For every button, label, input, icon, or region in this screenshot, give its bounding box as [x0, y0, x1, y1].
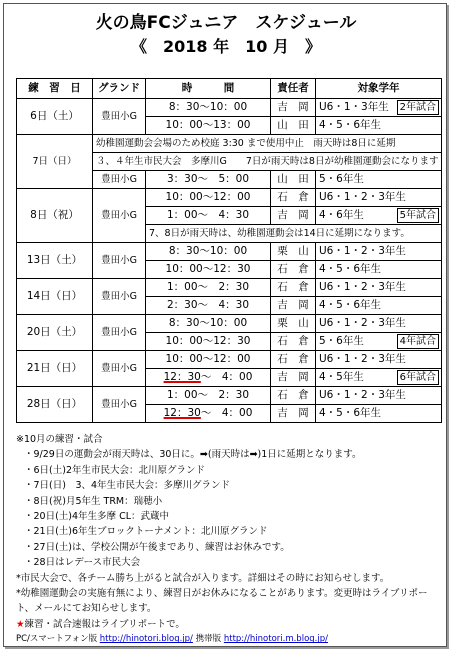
- target-cell: [316, 243, 442, 261]
- note-item: ・9/29日の運動会が雨天時は、30日に。➡(雨天時は➡)1日に延期となります。: [24, 449, 362, 461]
- target-cell: [316, 351, 442, 369]
- time-cell: [146, 405, 271, 423]
- match-tag: 6年試合: [397, 370, 439, 385]
- time-cell: 3：30〜 5：00: [146, 171, 271, 189]
- note-item: ・28日はレデース市民大会: [24, 557, 141, 569]
- target-text: 4・5・6年生: [319, 263, 382, 275]
- header-date: 練 習 日: [17, 79, 93, 99]
- time-cell: 8：30〜10：00: [146, 99, 271, 117]
- target-cell: [316, 333, 442, 351]
- date-cell: 6日（土）: [17, 99, 93, 135]
- mobile-link[interactable]: http://hinotori.m.blog.jp/: [223, 634, 328, 645]
- ground-cell: 豊田小G: [93, 387, 146, 423]
- page-title: 火の鳥FCジュニア スケジュール: [95, 13, 357, 33]
- target-cell: [316, 387, 442, 405]
- target-cell: [316, 315, 442, 333]
- ground-cell: 豊田小G: [93, 243, 146, 279]
- time-cell: 8：30〜10：00: [146, 243, 271, 261]
- match-tag: 5年試合: [397, 208, 439, 223]
- note-extra-line: *市民大会で、各チーム勝ち上がると試合が入ります。詳細はその時にお知らせします。: [16, 572, 390, 584]
- target-cell: [316, 189, 442, 207]
- target-text: U6・1・2・3年生: [319, 191, 406, 203]
- header-time: 時 間: [146, 79, 271, 99]
- target-text: 4・5・6年生: [319, 299, 382, 311]
- table-header-row: [17, 79, 442, 99]
- target-text: U6・1・2・3年生: [319, 389, 406, 401]
- responsible-cell: 吉 岡: [271, 207, 316, 225]
- table-row: [17, 351, 442, 369]
- notes-heading: ※10月の練習・試合: [16, 434, 103, 445]
- match-tag: 4年試合: [397, 334, 439, 349]
- pc-link-label: PC/スマートフォン版: [16, 634, 98, 645]
- page-subtitle: 《 2018 年 10 月 》: [131, 37, 321, 56]
- pc-link[interactable]: http://hinotori.blog.jp/: [99, 634, 193, 645]
- table-row: [17, 387, 442, 405]
- date-cell: 28日（日）: [17, 387, 93, 423]
- time-cell: 10：00〜13：00: [146, 117, 271, 135]
- time-cell: 10：00〜12：00: [146, 351, 271, 369]
- responsible-cell: 吉 岡: [271, 405, 316, 423]
- date-cell: 7日（日）: [17, 135, 93, 189]
- responsible-cell: 吉 岡: [271, 297, 316, 315]
- note-item: ・8日(祝)月5年生 TRM：瑞穂小: [24, 495, 163, 507]
- date-cell: 20日（土）: [17, 315, 93, 351]
- time-cell: 1：00〜 2：30: [146, 279, 271, 297]
- time-cell: 10：00〜12：00: [146, 189, 271, 207]
- responsible-cell: 山 田: [271, 117, 316, 135]
- target-text: U6・1・3年生: [319, 101, 389, 113]
- target-cell: [316, 99, 442, 117]
- responsible-cell: 石 倉: [271, 387, 316, 405]
- target-text: 4・6年生: [319, 209, 364, 221]
- target-text: U6・1・2・3年生: [319, 317, 406, 329]
- responsible-cell: 石 倉: [271, 279, 316, 297]
- ground-cell: 豊田小G: [93, 189, 146, 243]
- note-item: ・27日(土)は、学校公開が午後まであり、練習はお休みです。: [24, 541, 290, 553]
- ground-cell: 豊田小G: [93, 99, 146, 135]
- ground-cell: 豊田小G: [93, 315, 146, 351]
- time-cell: 1：00〜 2：30: [146, 387, 271, 405]
- target-text: 4・5・6年生: [319, 407, 382, 419]
- star-icon: ★: [16, 618, 25, 630]
- note-item: ・21日(土)6年生ブロックトーナメント：北川原グランド: [24, 526, 268, 538]
- responsible-cell: 栗 山: [271, 243, 316, 261]
- note-item: ・7日(日) 3、4年生市民大会：多摩川グランド: [24, 480, 231, 492]
- header-responsible: 責任者: [271, 79, 316, 99]
- note-item: ・20日(土)4年生多摩 CL：武蔵中: [24, 511, 169, 523]
- responsible-cell: 吉 岡: [271, 99, 316, 117]
- target-cell: [316, 207, 442, 225]
- responsible-cell: 石 倉: [271, 333, 316, 351]
- table-row: [17, 315, 442, 333]
- target-cell: [316, 279, 442, 297]
- target-cell: [316, 405, 442, 423]
- table-row: [17, 135, 442, 153]
- mobile-link-label: 携帯版: [195, 634, 222, 645]
- target-cell: [316, 297, 442, 315]
- header-ground: グランド: [93, 79, 146, 99]
- responsible-cell: 山 田: [271, 171, 316, 189]
- target-text: 5・6年生: [319, 173, 364, 185]
- ground-cell: 豊田小G: [93, 171, 146, 189]
- time-rest: 〜 4：00: [200, 407, 253, 419]
- target-text: U6・1・2・3年生: [319, 245, 406, 257]
- date-cell: 8日（祝）: [17, 189, 93, 243]
- links-line: [16, 632, 441, 647]
- time-start-underlined: 12：30: [163, 371, 201, 383]
- header-target: 対象学年: [316, 79, 442, 99]
- time-cell: 8：30〜10：00: [146, 315, 271, 333]
- note-item: ・6日(土)2年生市民大会：北川原グランド: [24, 464, 206, 476]
- time-rest: 〜 4：00: [200, 371, 253, 383]
- target-cell: [316, 261, 442, 279]
- notes-section: [16, 432, 441, 648]
- date-cell: 14日（日）: [17, 279, 93, 315]
- target-text: U6・1・2・3年生: [319, 281, 406, 293]
- table-row: [17, 99, 442, 117]
- time-start-underlined: 12：30: [163, 407, 201, 419]
- time-cell: 10：00〜12：30: [146, 333, 271, 351]
- ground-cell: 豊田小G: [93, 351, 146, 387]
- target-text: 4・5・6年生: [319, 119, 382, 131]
- target-text: U6・1・2・3年生: [319, 353, 406, 365]
- target-text: 4・5年生: [319, 371, 364, 383]
- match-tag: 2年試合: [397, 100, 439, 115]
- note-cell: ３、４年生市民大会 多摩川G 7日が雨天時は8日が幼稚園運動会になります: [93, 153, 442, 171]
- table-row: [17, 189, 442, 207]
- target-cell: [316, 171, 442, 189]
- responsible-cell: 石 倉: [271, 189, 316, 207]
- responsible-cell: 石 倉: [271, 351, 316, 369]
- target-cell: [316, 117, 442, 135]
- responsible-cell: 石 倉: [271, 261, 316, 279]
- live-report-text: 練習・試合速報はライブリポートで。: [24, 618, 185, 630]
- date-cell: 13日（土）: [17, 243, 93, 279]
- live-report-note: [16, 617, 441, 632]
- table-row: [17, 243, 442, 261]
- time-cell: 2：30〜 4：30: [146, 297, 271, 315]
- time-cell: 1：00〜 4：30: [146, 207, 271, 225]
- table-row: [17, 279, 442, 297]
- time-cell: 10：00〜12：30: [146, 261, 271, 279]
- note-extra-line: *幼稚園運動会の実施有無により、練習日がお休みになることがあります。変更時はライブリポー: [16, 588, 428, 600]
- date-cell: 21日（日）: [17, 351, 93, 387]
- target-text: 5・6年生: [319, 335, 364, 347]
- ground-cell: 豊田小G: [93, 279, 146, 315]
- note-cell: 幼稚園運動会会場のため校庭 3:30 まで使用中止 雨天時は8日に延期: [93, 135, 442, 153]
- responsible-cell: 栗 山: [271, 315, 316, 333]
- note-cell: 7、8日が雨天時は、幼稚園運動会は14日に延期になります。: [146, 225, 442, 243]
- schedule-table: [16, 78, 442, 423]
- note-extra-line: ト、メールにてお知らせします。: [16, 603, 157, 615]
- responsible-cell: 吉 岡: [271, 369, 316, 387]
- time-cell: [146, 369, 271, 387]
- target-cell: [316, 369, 442, 387]
